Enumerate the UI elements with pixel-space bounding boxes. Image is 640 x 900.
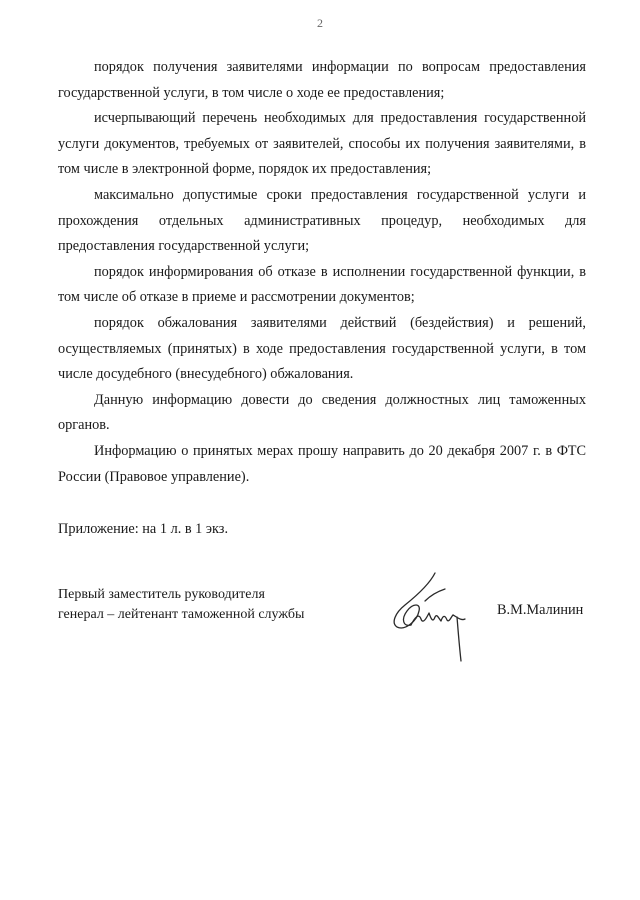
signer-position-line-2: генерал – лейтенант таможенной службы [58, 607, 305, 622]
signer-position-line-1: Первый заместитель руководителя [58, 587, 265, 602]
body-paragraph-3: максимально допустимые сроки предоставления государственной услуги и прохождения отдельных административных процедур, необходимых для предоставления государственной услуги; [58, 186, 586, 255]
body-paragraph-2: исчерпывающий перечень необходимых для предоставления государственной услуги документов, требуемых от заявителей, способы их получения заявителями, в том числе в электронной форме, порядок их предоставления; [58, 110, 586, 178]
attachment-note: Приложение: на 1 л. в 1 экз. [58, 521, 229, 537]
signer-name: В.М.Малинин [497, 602, 584, 618]
body-paragraph-5: порядок обжалования заявителями действий (бездействия) и решений, осуществляемых (принятых) в ходе предоставления государственной услуги, в том числе досудебного (внесудебного) обжалования. [58, 314, 586, 383]
page-number: 2 [317, 16, 323, 30]
body-paragraph-7: Информацию о принятых мерах прошу направить до 20 декабря 2007 г. в ФТС России (Правовое управление). [58, 442, 586, 485]
body-paragraph-1: порядок получения заявителями информации по вопросам предоставления государственной услуги, в том числе о ходе ее предоставления; [58, 59, 586, 101]
letter-body [58, 55, 586, 490]
body-paragraph-4: порядок информирования об отказе в исполнении государственной функции, в том числе об отказе в приеме и рассмотрении документов; [58, 263, 586, 306]
handwritten-signature [385, 565, 475, 665]
body-paragraph-6: Данную информацию довести до сведения должностных лиц таможенных органов. [58, 391, 586, 434]
signer-position [58, 585, 304, 625]
